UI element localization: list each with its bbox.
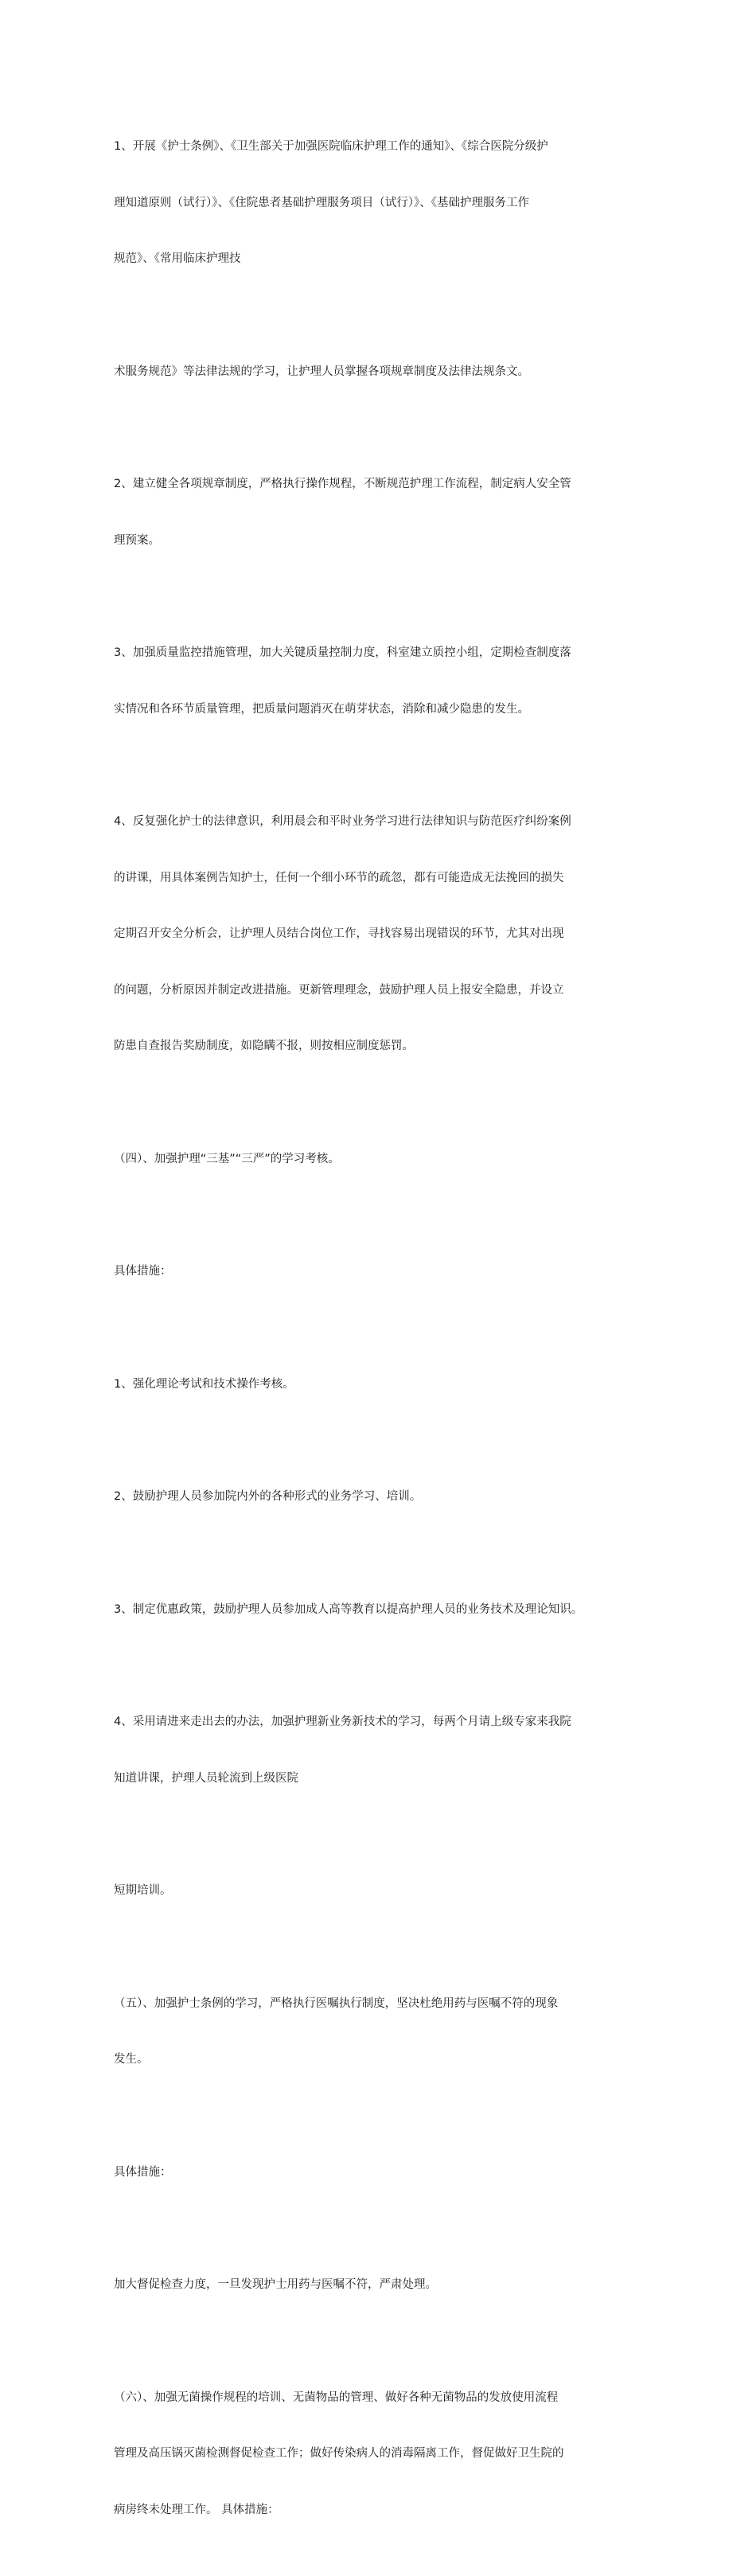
paragraph-5 <box>114 775 655 1094</box>
paragraph-3 <box>114 438 655 587</box>
text-line: 具体措施： <box>114 2165 172 2179</box>
text-line: 3、加强质量监控措施管理，加大关键质量控制力度，科室建立质控小组，定期检查制度落 <box>114 646 571 659</box>
text-line: 4、采用请进来走出去的办法，加强护理新业务新技术的学习，每两个月请上级专家来我院 <box>114 1715 571 1728</box>
text-line: 发生。 <box>114 2053 149 2066</box>
text-line: 规范》、《常用临床护理技 <box>114 252 241 265</box>
text-line: 的问题，分析原因并制定改进措施。更新管理理念，鼓励护理人员上报安全隐患，并设立 <box>114 983 564 997</box>
paragraph-9 <box>114 1450 655 1544</box>
paragraph-8 <box>114 1338 655 1432</box>
text-line: 病房终未处理工作。 具体措施： <box>114 2503 279 2516</box>
paragraph-10 <box>114 1563 655 1657</box>
paragraph-12 <box>114 1844 655 1938</box>
text-line: 1、开展《护士条例》、《卫生部关于加强医院临床护理工作的通知》、《综合医院分级护 <box>114 140 548 153</box>
text-line: 短期培训。 <box>114 1884 172 1897</box>
text-line: 加大督促检查力度，一旦发现护士用药与医嘱不符，严肃处理。 <box>114 2278 437 2291</box>
measures-label <box>114 2126 655 2220</box>
text-line: 理知道原则（试行）》、《住院患者基础护理服务项目（试行）》、《基础护理服务工作 <box>114 196 529 209</box>
paragraph-4 <box>114 607 655 756</box>
text-line: 具体措施： <box>114 1265 172 1278</box>
document-page <box>114 100 655 2576</box>
paragraph-1 <box>114 100 655 306</box>
text-line: 3、制定优惠政策，鼓励护理人员参加成人高等教育以提高护理人员的业务技术及理论知识。 <box>114 1602 583 1616</box>
section-heading-5 <box>114 1957 655 2107</box>
text-line: 实情况和各环节质量管理，把质量问题消灭在萌芽状态，消除和减少隐患的发生。 <box>114 702 529 716</box>
text-line: 理预案。 <box>114 533 160 547</box>
text-line: 术服务规范》等法律法规的学习，让护理人员掌握各项规章制度及法律法规条文。 <box>114 365 529 378</box>
text-line: 防患自查报告奖励制度，如隐瞒不报，则按相应制度惩罚。 <box>114 1040 414 1052</box>
measures-label <box>114 1225 655 1319</box>
section-heading-4 <box>114 1113 655 1207</box>
paragraph-11 <box>114 1676 655 1825</box>
text-line: 2、建立健全各项规章制度，严格执行操作规程，不断规范护理工作流程，制定病人安全管 <box>114 478 571 490</box>
section-heading-6 <box>114 2352 655 2558</box>
text-line: 管理及高压锅灭菌检测督促检查工作；做好传染病人的消毒隔离工作，督促做好卫生院的 <box>114 2447 564 2460</box>
text-line: （四）、加强护理“三基”“三严”的学习考核。 <box>114 1152 340 1165</box>
paragraph-15 <box>114 2238 655 2332</box>
paragraph-2 <box>114 326 655 420</box>
text-line: 定期召开安全分析会，让护理人员结合岗位工作，寻找容易出现错误的环节，尤其对出现 <box>114 927 564 940</box>
text-line: 2、鼓励护理人员参加院内外的各种形式的业务学习、培训。 <box>114 1490 422 1503</box>
text-line: （五）、加强护士条例的学习，严格执行医嘱执行制度，坚决杜绝用药与医嘱不符的现象 <box>114 1996 559 2010</box>
text-line: （六）、加强无菌操作规程的培训、无菌物品的管理、做好各种无菌物品的发放使用流程 <box>114 2391 559 2404</box>
text-line: 的讲课，用具体案例告知护士，任何一个细小环节的疏忽，都有可能造成无法挽回的损失 <box>114 871 564 884</box>
text-line: 知道讲课，护理人员轮流到上级医院 <box>114 1771 298 1785</box>
text-line: 4、反复强化护士的法律意识，利用晨会和平时业务学习进行法律知识与防范医疗纠纷案例 <box>114 815 571 828</box>
text-line: 1、强化理论考试和技术操作考核。 <box>114 1377 294 1391</box>
